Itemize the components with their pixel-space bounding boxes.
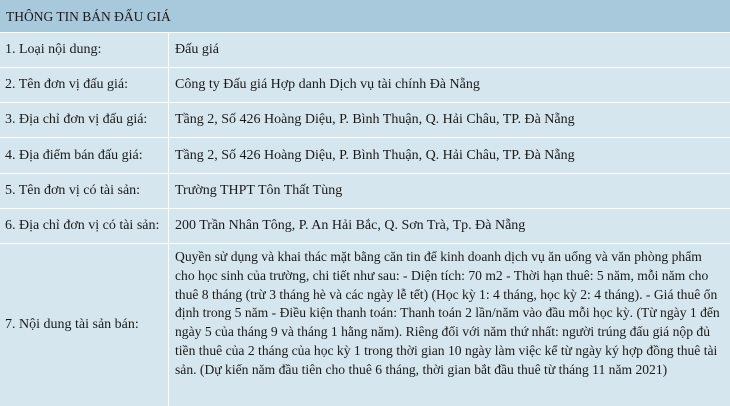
table-row [0,244,730,406]
row-label: 3. Địa chỉ đơn vị đấu giá: [0,103,169,137]
row-label: 7. Nội dung tài sản bán: [0,244,169,406]
row-label: 6. Địa chỉ đơn vị có tài sản: [0,209,169,243]
table-row [0,33,730,68]
table-row [0,174,730,209]
row-value: Trường THPT Tôn Thất Tùng [175,183,343,198]
table-row [0,103,730,138]
table-row [0,209,730,244]
row-value: Đấu giá [175,42,219,57]
row-label: 4. Địa điểm bán đấu giá: [0,138,169,173]
row-value: Quyền sử dụng và khai thác mặt bằng căn tin để kinh doanh dịch vụ ăn uống và văn phòng phẩm cho học sinh của trường, chi tiết như sau: - Diện tích: 70 m2 - Thời hạn thuê: 5 năm, mỗi năm cho thuê 8 tháng (trừ 3 tháng hè và các ngày lễ tết) (Học kỳ 1: 4 tháng, học kỳ 2: 4 tháng). - Giá thuê ổn định trong 5 năm - Điều kiện thanh toán: Thanh toán 2 lần/năm vào đầu mỗi học kỳ. (Từ ngày 1 đến ngày 5 của tháng 9 và tháng 1 hằng năm). Riêng đối với năm thứ nhất: người trúng đấu giá nộp đủ tiền thuê của 2 tháng của học kỳ 1 trong thời gian 10 ngày làm việc kể từ ngày ký hợp đồng thuê tài sản. (Dự kiến năm đầu tiên cho thuê 6 tháng, thời gian bắt đầu thuê từ tháng 11 năm 2021) [175,249,720,377]
table-row [0,68,730,103]
row-label: 2. Tên đơn vị đấu giá: [0,68,169,102]
row-value: Tầng 2, Số 426 Hoàng Diệu, P. Bình Thuận, Q. Hải Châu, TP. Đà Nẵng [175,147,575,163]
row-label: 1. Loại nội dung: [0,33,169,67]
row-value: Tầng 2, Số 426 Hoàng Diệu, P. Bình Thuận, Q. Hải Châu, TP. Đà Nẵng [175,112,575,127]
row-value: Công ty Đấu giá Hợp danh Dịch vụ tài chính Đà Nẵng [175,77,480,92]
table-row [0,138,730,174]
row-value: 200 Trần Nhân Tông, P. An Hải Bắc, Q. Sơn Trà, Tp. Đà Nẵng [175,218,526,233]
table-header: THÔNG TIN BÁN ĐẤU GIÁ [0,0,730,33]
row-label: 5. Tên đơn vị có tài sản: [0,174,169,208]
